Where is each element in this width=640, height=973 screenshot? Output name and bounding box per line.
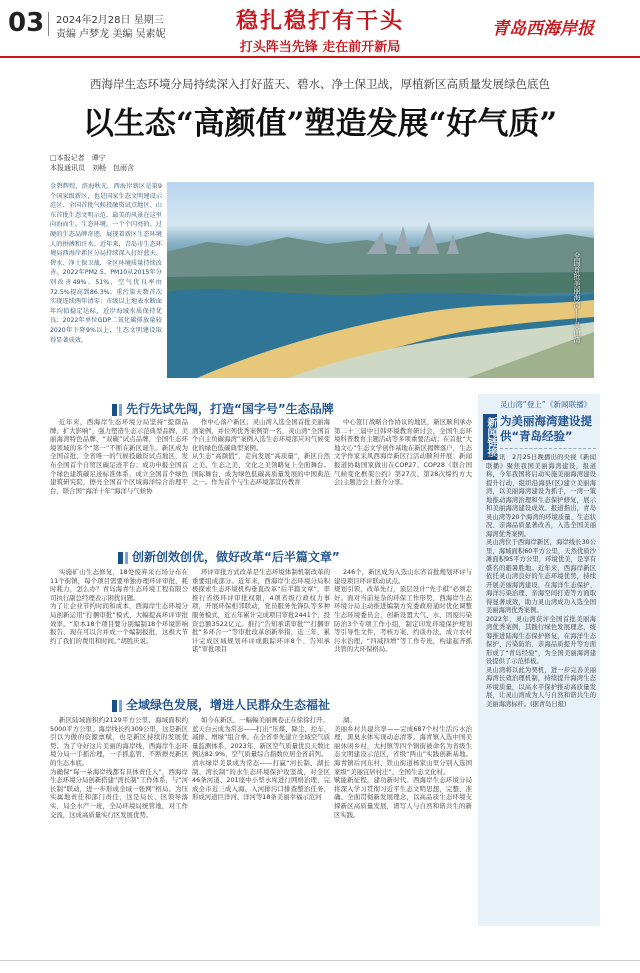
section1-col3 — [334, 418, 472, 530]
section3-col1 — [50, 716, 188, 926]
section2-marker-light — [125, 552, 128, 564]
issue-date: 2024年2月28日 星期三 — [56, 15, 164, 26]
photo-caption: 全国首批美丽海湾——灵山湾 — [573, 252, 581, 343]
sidebar-divider — [500, 448, 596, 449]
section2-col3 — [334, 568, 472, 680]
section3-col3-text: 湖。 美丽乡村共建共享——完成687个村生活污水治理，黑臭水体实现动态清零。海青镇入选中国美丽休闲乡村，大村镇等四个镇街被命名为省级生态文明建设示范区，省级“两山”实践创新基地。海青镇后河东村、铁山街道杨家山里分别入选国家级“美丽宜居村庄”、全国生态文化村。 赋能新征程，建功新时代。西海岸生态环境分局将深入学习贯彻习近平生态文明思想，完整、准确、全面贯彻新发展理念，以高品质生态环境支撑新区高质量发展，谱写人与自然和谐共生的新区实践。 — [334, 716, 472, 819]
section1-heading — [112, 400, 334, 417]
headline-title: 以生态“高颜值”塑造发展“好气质” — [82, 106, 558, 142]
section1-col2-text: 作中心落户新区；灵山湾入选全国首批美丽海湾案例，并位列优秀案例第一名，灵山湾“全国首个自主负碳海湾”案例入选生态环境部应对气候变化的绿色低碳典型案例。 从生态“高颜值”，走向发展“高质量”，新区自然之美、生态之美、文化之美领略复上全面舞台。国际舞台，成为绿色低碳高质量发展的中国典范之一。作为首个与生态环境部宣传教育 — [192, 418, 330, 487]
header-rule — [0, 56, 640, 58]
section1-col1 — [50, 418, 188, 530]
paper-logo: 青岛西海岸报 — [492, 19, 594, 39]
section3-heading — [112, 696, 330, 713]
section2-heading — [118, 548, 340, 565]
section1-col2 — [192, 418, 330, 530]
page-number: 03 — [8, 8, 45, 38]
footer-rule — [0, 960, 640, 961]
editor-line: 责编 卢梦龙 美编 吴素妮 — [56, 29, 166, 40]
page-header — [0, 0, 640, 68]
byline — [50, 153, 134, 173]
section1-marker-light — [119, 404, 122, 416]
coastline-photo — [167, 182, 594, 378]
header-divider — [48, 12, 49, 36]
sidebar-body: 本报讯 2月25日晚播出的央视《新闻联播》聚焦我国美丽海湾建设，报道称，今年我国将启动实施美丽海湾建设提升行动，组织沿海县(区)建立美丽海湾，以美丽海湾建设为抓手，一湾一策地推动海湾治理和生态保护修复，展示和美丽海湾建设成效。报道指出，青岛灵山湾等20个海湾的环境质量、生态状况、亲海品质显著改善，入选全国美丽海湾优秀案例。 灵山湾位于西海岸新区，海岸线长30公里，海域面积60平方公里，天然优质沙滩面积95平方公里，环境优美，是享有盛名的避暑胜地。近年来，西海岸新区依托灵山湾良好的生态环境优势，持续开展美丽海湾建设，在海洋生态保护、海洋污染治理、亲海空间打造等方面取得显著成效，助力灵山湾成功入选全国美丽海湾优秀案例。 2022年，灵山湾获评全国首批美丽海湾优秀案例，其践行绿色发展理念，统筹推进陆海生态保护修复，在海洋生态保护、污染防治、亲海品质提升等方面形成了“青岛经验”，为全国美丽海湾建设提供了示范样板。 灵山湾将以此为契机，进一步完善美丽海湾长效治理机制，持续提升海湾生态环境质量，以高水平保护推动高质量发展，让灵山湾成为人与自然和谐共生的美丽海湾标杆。(据青岛日报) — [486, 454, 596, 708]
section3-marker — [112, 700, 117, 712]
section2-marker — [118, 552, 123, 564]
section-title: 稳扎稳打有干头 — [235, 9, 404, 34]
byline-reporter: □本报记者 谭宁 — [50, 154, 106, 162]
section2-col2-text: 环评审批方式改革是生态环境体制机制改革的重要组成部分。近年来，西海岸生态环境分局积极探索生态环境机构垂直改革“后半篇文章”，率推行省级环评审批权限，4项省级行政权力事项，开展环保相邻联动，党员服务先锋队等多种服务模式，近五年累计完成项目审批2441个，投资总额3522亿元。推行“告知承诺审批”“打捆审批”多环合一“等审批改革创新举措，近三年，累计完成区域规划环评或跟踪环评8个、告知承诺”审批项目 — [192, 568, 330, 654]
section1-marker — [112, 404, 117, 416]
section3-col2 — [192, 716, 330, 926]
section2-col2 — [192, 568, 330, 680]
section-subtitle: 打头阵当先锋 走在前开新局 — [239, 40, 401, 55]
sidebar-title: 为美丽海湾建设提供“青岛经验” — [500, 414, 592, 443]
photo-illustration — [167, 182, 594, 378]
section1-col3-text: 中心签订战略合作协议的地区，新区顺利承办第二十三届中日韩环境教育研讨会，全国生态环境科普教育主题活动等多项重要活动；在首批“大地文心”生态文学创作基地在新区揭牌落户，生态文学作家采风西海岸新区行活动顺利开展；新闻报道协助国家做出在COP27、COP28《联合国气候变化框架公约》第27次、第28次缔约方大会)主题边会上推介分享。 — [334, 418, 472, 487]
section2-col3-text: 246个，新区成为入选山东省首批规划环评与建设项目环评联动试点。 规划引领，改革先行，顶层设计“先手棋”必须走好。面对当前复杂的环保工作形势，西海岸生态环境分局主动推进编制方究委政府通时优化调整生态环境委员会，创新设置大气、水、固废污染防治3个专项工作小组，制定印发环境保护规划等引导性文件，考核方案、约谈办法，成立农村污水治理、“四减四增”等工作专班，构建起齐抓共管的大环保格局。 — [334, 568, 472, 654]
section3-col3 — [334, 716, 472, 926]
byline-correspondents: 本报通讯员 刘畅 包雨含 — [50, 164, 134, 172]
sidebar-kicker: 灵山湾“登上”《新闻联播》 — [500, 400, 592, 409]
news-link-sidebar — [478, 394, 600, 926]
section3-title: 全域绿色发展，增进人民群众生态福祉 — [126, 698, 331, 712]
section2-title: 创新创效创优，做好改革“后半篇文章” — [132, 550, 340, 564]
section3-marker-light — [119, 700, 122, 712]
headline-kicker: 西海岸生态环境分局持续深入打好蓝天、碧水、净土保卫战，厚植新区高质量发展绿色底色 — [90, 77, 550, 91]
lead-paragraph: 金碧辉煌，滨海秋光。西海岸新区是第9个国家级新区，也是国家生态文明建设示范区、全国首批气候投融资试点地区、山东首批生态文明示范、最美的风景在这里向海而生、生态环境。一个个闪亮的、过硬的生态品牌奇迹，展现着新区生态环境人的拼搏和汗水。近年来，青岛市生态环境局西海岸新区分局持续深入打好蓝天、碧水、净土保卫战，全区环境质量持续改善。2022年PM2.5、PM10从2015年分别改善49%、51%，空气优良率由72.5%提高到86.3%；重污染天数首次实现连续两年清零；市级以上地表水断面年均值稳定达标，近岸海域水质保持优良；2022年单位GDP二氧化碳排放量较2020年下降9%以上，生态文明建设取得显著成效。 — [50, 183, 162, 344]
section2-col1-text: 实施矿山生态修复，18处废弃采石场分布在11个街镇，每个项目需要单独办理环评审批，耗时耗力，怎么办？青岛海青生态环境工程有限公司执行副总经理表示困扰问题。 为了让企业节约时间和成本，西海岸生态环境分局创新运用“打捆审批”模式，大幅提高环评审批效率。“原本18个项目要分别编制18个环境影响报告，现在可以合并成一个编制报批，这极大节约了我们的费用和时间。”胡胜庆说。 — [50, 568, 188, 645]
section3-col2-text: 如今在新区，一幅幅美丽画卷正在徐徐打开。 蓝天白云成为常态——打出“压煤、降尘、控车、减排、增绿”组合拳。在全省率先建立全域空气质量监测体系，2023年，新区空气质量优良天数比例达82.9%，空气质量综合指数位居全省前列。 清水绿岸美景成为常态——打赢“河长制、湖长制、湾长制”的水生态环境保护攻坚战，对全区46条河道、201座中小型水库进行网格治理，完成全市近三成入海、入河排污口排查整治任务，形成河道巨洋河、洋河等18条美丽幸福示范河 — [192, 716, 330, 802]
sidebar-tag: 新闻链接 — [483, 414, 497, 460]
section3-col1-text: 新区陆域面积约2129平方公里、海域面积约5000平方公里，海岸线长约309公里，这是新区引以为傲的资源禀赋，也是新区持续的发展优势。为了守好这片美丽的海岸线，西海岸生态环境分局一手抓治理，一手抓监管，不断擦亮新区的生态本底。 为确保“每一朵海岸线都有具体责任人”，西海岸生态环境分局创新搭建“湾长制”工作体系，与“河长制”联动，进一步形成全域一张网”格局。为压实属地责任和部门责任，这是局长、区领导落实，局全水产一班，全局环境局统管地，对工作交流，这成高质量实行区发展优势。 — [50, 716, 188, 819]
section1-col1-text: 近年来，西海岸生态环境分局坚持“提颜品牌、扩大影响”，强力塑造生态示范典型品牌、美丽海湾特色品牌、“双碳”试点品牌，全国生态环境领域的多个“第一”不断在新区诞生。新区成为全国首批、全省唯一的气候投融资试点地区，发布全国首个自贸区碳足迹平台；成功申报全国首个绿色建筑碳足迹标准体系，成立全国首个绿色建筑研究院，擦亮全国首个区域海洋综合治理平台，联合国“海洋十年”海洋与气候协 — [50, 418, 188, 495]
section1-title: 先行先试先闯，打造“国字号”生态品牌 — [126, 402, 334, 416]
section2-col1 — [50, 568, 188, 680]
